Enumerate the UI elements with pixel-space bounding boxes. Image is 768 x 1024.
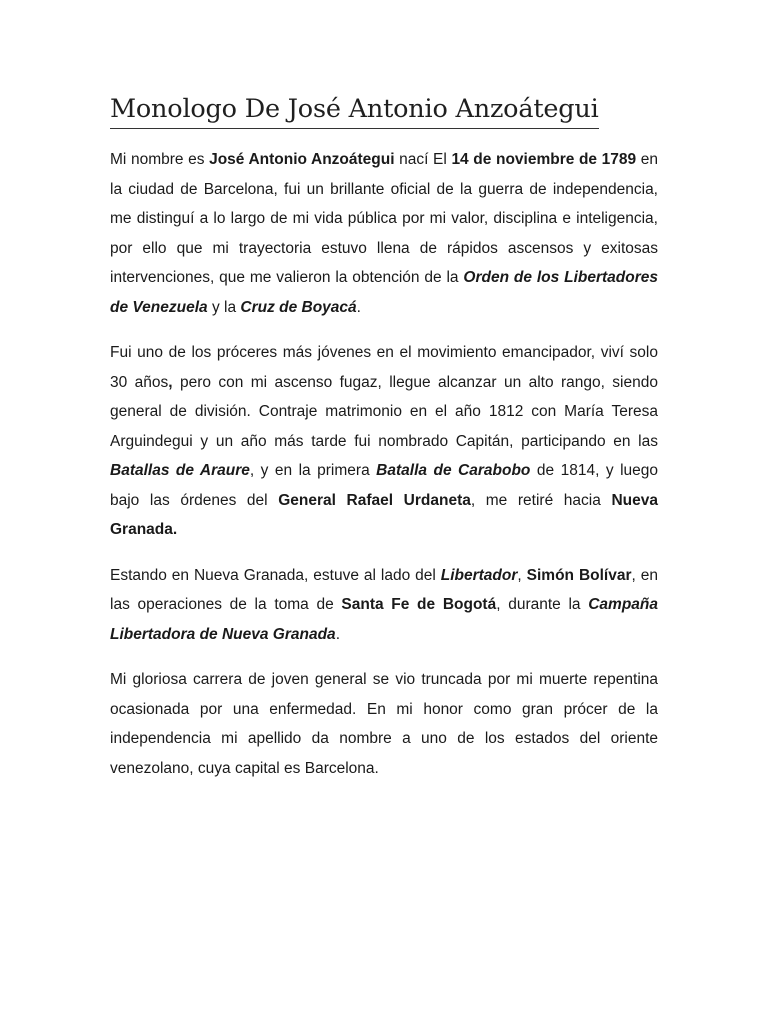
p3-text: , en las operaciones de la toma de: [110, 566, 658, 613]
p1-cruz-bold-italic: Cruz de Boyacá: [240, 298, 357, 316]
p2-urdaneta-bold: General Rafael Urdaneta: [278, 491, 471, 509]
p3-text: Estando en Nueva Granada, estuve al lado del: [110, 566, 441, 584]
p3-text: ,: [517, 566, 527, 584]
p1-text: y la: [207, 298, 241, 316]
p2-araure-bold-italic: Batallas de Araure: [110, 462, 250, 479]
document-body: [110, 92, 658, 799]
p1-orden-bold-italic: Orden de los Libertadores de Venezuela: [110, 269, 658, 316]
p2-text: pero con mi ascenso fugaz, llegue alcanzar un alto rango, siendo general de división. Contraje matrimonio en el año 1812 con María Teresa Arguindegui y un año más tarde fui nombrado Capitán, participando en las: [110, 373, 658, 450]
paragraph-1: [110, 145, 658, 322]
p2-nueva-granada-bold: Nueva Granada.: [110, 491, 658, 538]
p2-text: , me retiré hacia: [470, 491, 612, 509]
p2-text: Fui uno de los próceres más jóvenes en el movimiento emancipador, viví solo 30 años: [110, 344, 658, 391]
p1-date-bold: 14 de noviembre de 1789: [451, 151, 637, 168]
p3-libertador-bold-italic: Libertador: [440, 566, 518, 584]
p3-bolivar-bold: Simón Bolívar: [526, 566, 632, 584]
p2-text: , y en la primera: [249, 462, 377, 479]
paragraph-2: [110, 338, 658, 545]
p1-text: en la ciudad de Barcelona, fui un brillante oficial de la guerra de independencia, me distinguí a lo largo de mi vida pública por mi valor, disciplina e inteligencia, por ello que mi trayectoria estuvo llena de rápidos ascensos y exitosas intervenciones, que me valieron la obtención de la: [110, 151, 658, 286]
document-title: Monologo De José Antonio Anzoátegui: [110, 92, 599, 129]
p3-campana-bold-italic: Campaña Libertadora de Nueva Granada: [110, 596, 659, 643]
p4-text: Mi gloriosa carrera de joven general se vio truncada por mi muerte repentina ocasionada por una enfermedad. En mi honor como gran prócer de la independencia mi apellido da nombre a uno de los estados del oriente venezolano, cuya capital es Barcelona.: [110, 671, 658, 777]
p1-text: .: [356, 298, 361, 316]
paragraph-3: [110, 561, 658, 650]
paragraph-4: [110, 665, 658, 783]
p1-text: nací El: [394, 151, 452, 168]
p2-comma-bold: ,: [168, 373, 173, 391]
p3-bogota-bold: Santa Fe de Bogotá: [341, 596, 497, 613]
p3-text: , durante la: [496, 596, 589, 613]
p3-text: .: [335, 625, 340, 643]
p1-text: Mi nombre es: [110, 151, 210, 168]
p2-text: de 1814, y luego bajo las órdenes del: [110, 462, 658, 509]
p2-carabobo-bold-italic: Batalla de Carabobo: [376, 462, 531, 479]
p1-name-bold: José Antonio Anzoátegui: [209, 151, 395, 168]
